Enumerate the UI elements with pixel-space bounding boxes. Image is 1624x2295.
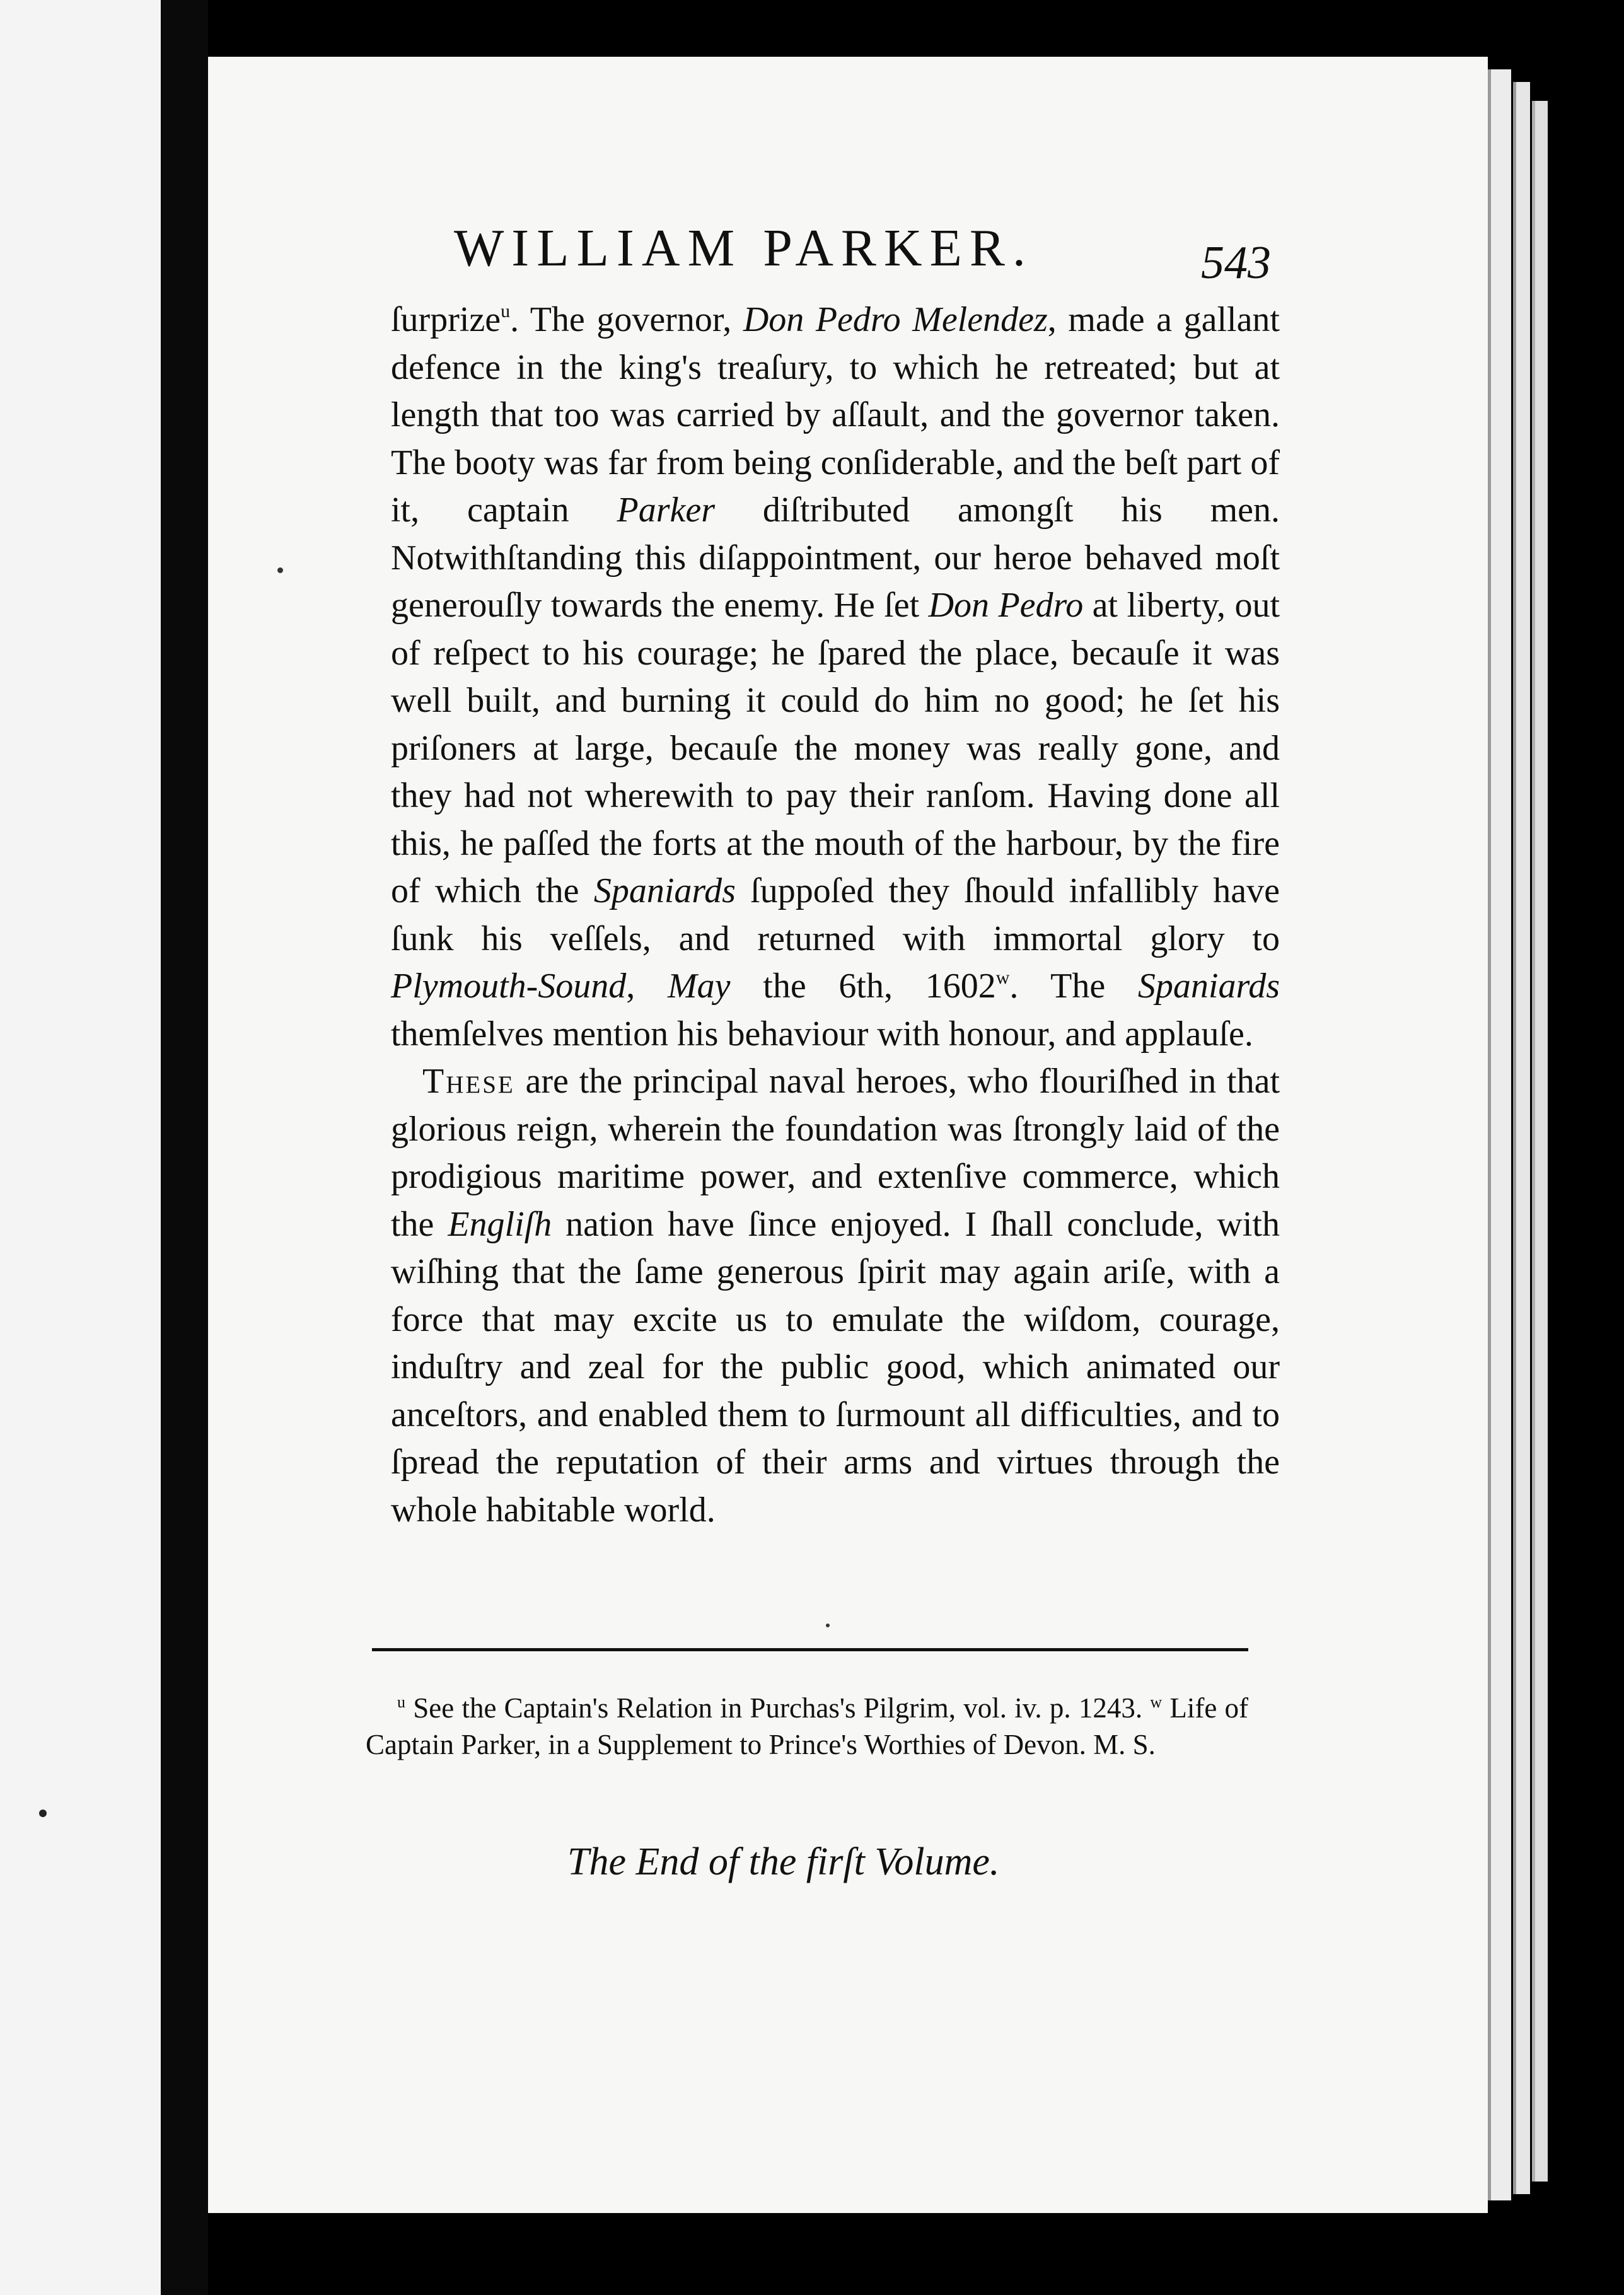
footnote-rule xyxy=(372,1648,1248,1651)
text-run: are the principal naval heroes, who flouriſhed in that glorious reign, wherein the foundation was ſtrongly laid of the prodigious maritime power, and extenſive commerce, which the xyxy=(391,1062,1280,1244)
italic-name: Spaniards xyxy=(593,871,736,910)
footnote-marker: u xyxy=(397,1693,405,1711)
italic-name: Don Pedro xyxy=(928,586,1084,625)
colophon: The End of the firſt Volume. xyxy=(567,1840,1000,1883)
text-run: diſtributed amongſt his men. Notwithſtanding this diſappointment, our heroe behaved moſt generouſly towards the enemy. He ſet xyxy=(391,491,1280,625)
page-edge xyxy=(1513,82,1530,2194)
book-gutter xyxy=(161,0,208,2295)
text-run: . The governor, xyxy=(510,300,743,339)
text-run: . The xyxy=(1009,967,1138,1006)
text-run: , made a gallant defence in the king's treaſury, to which he retreated; but at length that too was carried by aſſault, and the governor taken. The booty was far from being conſiderable, and the beſt part of it, captain xyxy=(391,300,1280,530)
text-run: themſelves mention his behaviour with honour, and applauſe. xyxy=(391,1014,1253,1054)
page-edge xyxy=(1532,101,1548,2182)
footnote xyxy=(366,1690,1248,1763)
text-run: at liberty, out of reſpect to his courage; he ſpared the place, becauſe it was well built, and burning it could do him no good; he ſet his priſoners at large, becauſe the money was really gone, and they had not wherewith to pay their ranſom. Having done all this, he paſſed the forts at the mouth of the harbour, by the fire of which the xyxy=(391,586,1280,910)
text-run: , xyxy=(626,967,668,1006)
footnotes xyxy=(366,1690,1248,1763)
ink-speck xyxy=(39,1810,47,1817)
italic-name: Plymouth-Sound xyxy=(391,967,627,1006)
footnote-marker: w xyxy=(1150,1693,1163,1711)
paragraph-2 xyxy=(391,1058,1280,1534)
italic-name: Parker xyxy=(617,491,716,530)
ink-speck xyxy=(277,567,283,573)
text-run: ſurprize xyxy=(391,300,501,339)
italic-name: Spaniards xyxy=(1137,967,1280,1006)
text-run: ſuppoſed they ſhould infallibly have ſunk his veſſels, and returned with immortal glory to xyxy=(391,871,1280,958)
ink-speck xyxy=(826,1624,830,1627)
paragraph-lead: These xyxy=(422,1062,515,1101)
text-run: the 6th, 1602 xyxy=(730,967,996,1006)
footnote-text: Life of Captain Parker, in a Supplement to Prince's Worthies of Devon. M. S. xyxy=(366,1692,1249,1760)
footnote-ref-u: u xyxy=(501,301,511,322)
italic-name: May xyxy=(668,967,731,1006)
italic-name: Engliſh xyxy=(448,1204,552,1244)
page-edge xyxy=(1488,69,1511,2200)
text-run: nation have ſince enjoyed. I ſhall conclude, with wiſhing that the ſame generous ſpirit may again ariſe, with a force that may excite us to emulate the wiſdom, courage, induſtry and zeal for the public good, which animated our anceſtors, and enabled them to ſurmount all difficulties, and to ſpread the reputation of their arms and virtues through the whole habitable world. xyxy=(391,1204,1280,1530)
facing-page xyxy=(0,0,161,2295)
footnote-text: See the Captain's Relation in Purchas's Pilgrim, vol. iv. p. 1243. xyxy=(405,1692,1143,1724)
body-text xyxy=(391,296,1280,1534)
footnote-ref-w: w xyxy=(995,967,1010,988)
italic-name: Don Pedro Melendez xyxy=(743,300,1048,339)
paragraph-1 xyxy=(391,296,1280,1058)
running-head: WILLIAM PARKER. xyxy=(454,219,1033,277)
page-number: 543 xyxy=(1201,237,1271,289)
